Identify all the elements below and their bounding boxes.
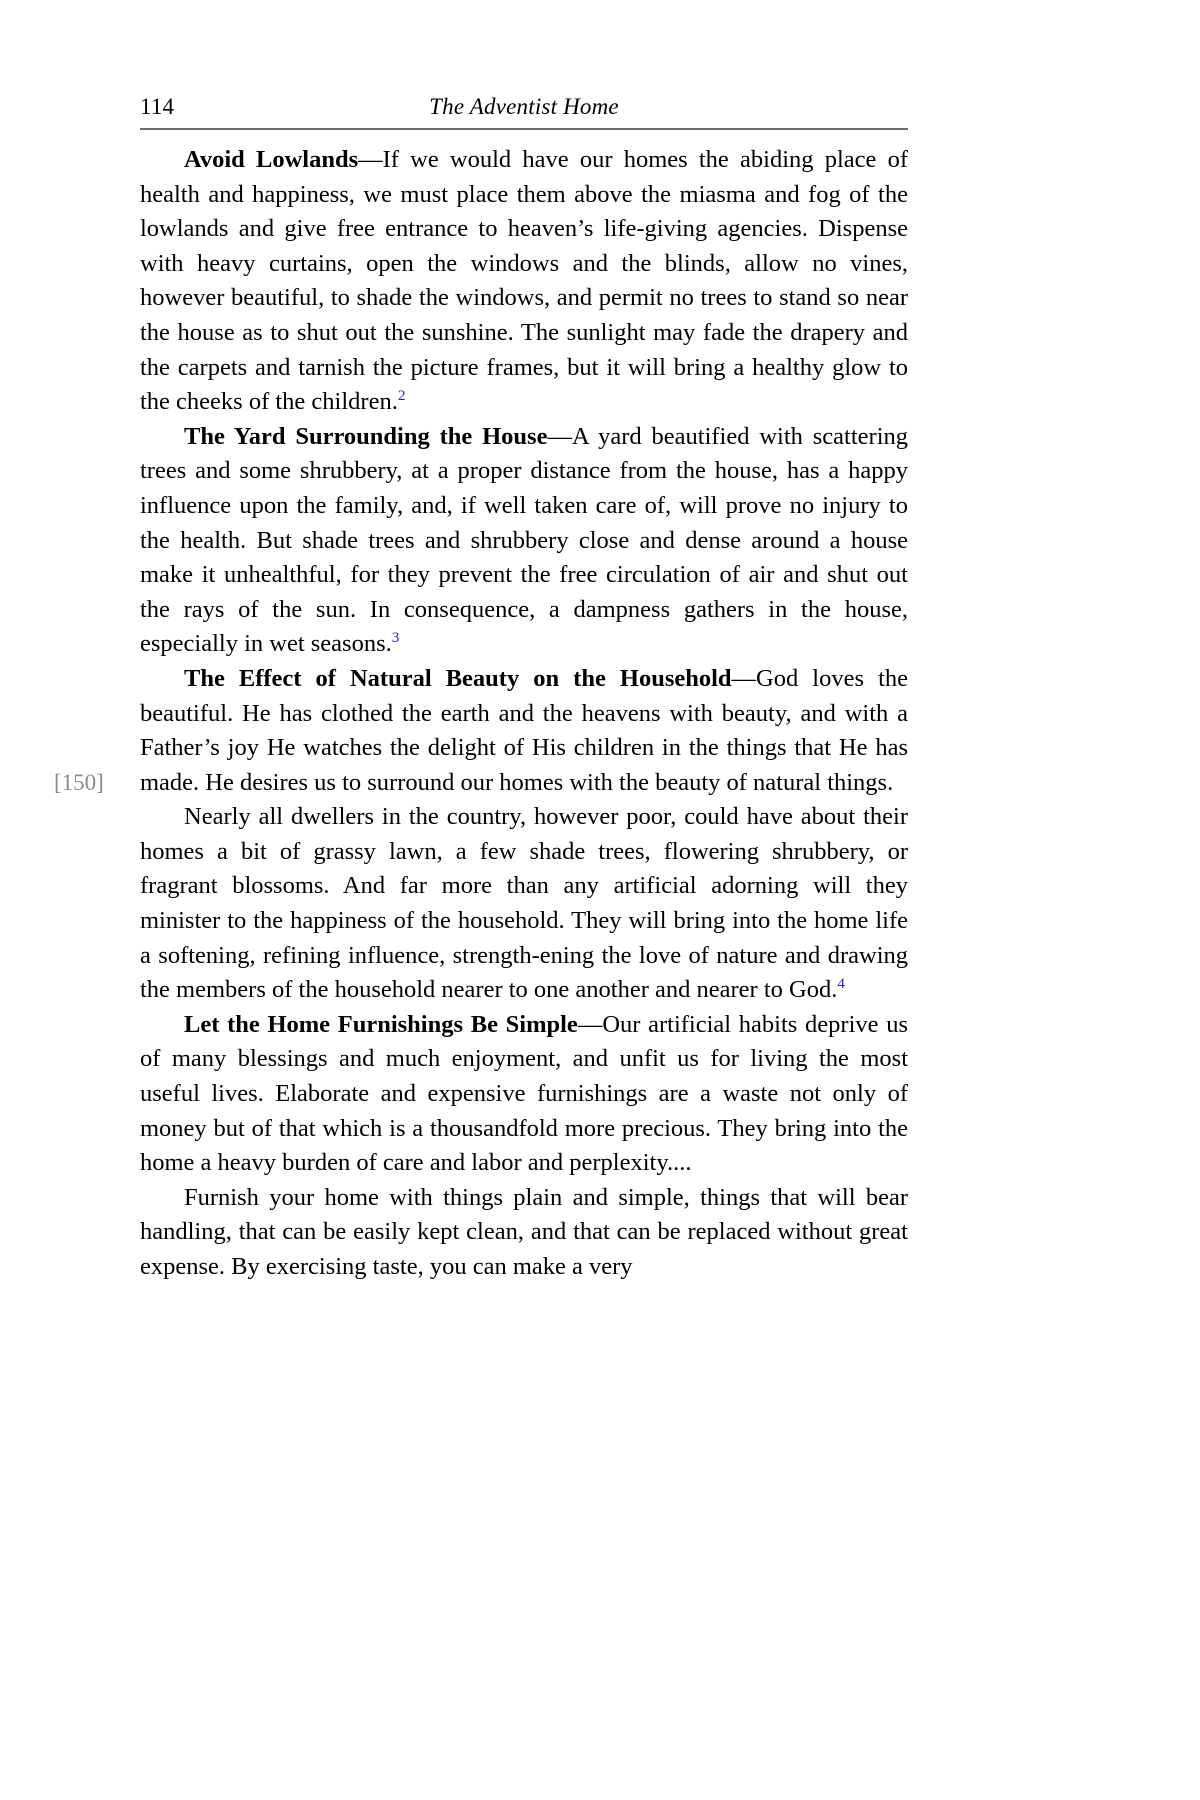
paragraph-body: A yard beautified with scattering trees and some shrubbery, at a proper distance from the house, has a happy influence upon the family, and, if well taken care of, will prove no injury to the health. But shade trees and shrubbery close and dense around a house make it unhealthful, for they prevent the free circulation of air and shut out the rays of the sun. In consequence, a dampness gathers in the house, especially in wet seasons. (140, 422, 908, 658)
em-dash: — (358, 146, 383, 173)
em-dash: — (731, 664, 757, 692)
paragraph-body: Our artificial habits deprive us of many blessings and much enjoyment, and unfit us for living the most useful lives. Elaborate and expensive furnishings are a waste not only of money but of that which is a thousandfold more precious. They bring into the home a heavy burden of care and labor and perplexity.... (140, 1010, 908, 1177)
footnote-ref-2[interactable]: 2 (397, 387, 406, 404)
footnote-ref-4[interactable]: 4 (837, 975, 845, 993)
em-dash: — (577, 1010, 603, 1038)
paragraph-body: God loves the beautiful. He has clothed the earth and the heavens with beauty, and with a Father’s joy He watches the delight of His children in the things that He has made. He desires us to surround our homes with the beauty of natural things. (140, 664, 908, 796)
paragraph-yard-surrounding-the-house (140, 420, 908, 662)
runin-heading-avoid-lowlands: Avoid Lowlands (184, 146, 359, 173)
paragraph-home-furnishings-be-simple (140, 1008, 908, 1181)
body-text-column (140, 143, 908, 1285)
runin-heading-yard-surrounding-the-house: The Yard Surrounding the House (184, 422, 548, 450)
book-title: The Adventist Home (429, 94, 619, 119)
page-number: 114 (140, 94, 175, 119)
paragraph-nearly-all-dwellers (140, 800, 908, 1008)
em-dash: — (547, 422, 572, 450)
paragraph-body: Nearly all dwellers in the country, however poor, could have about their homes a bit of grassy lawn, a few shade trees, flowering shrubbery, or fragrant blossoms. And far more than any artificial adorning will they minister to the happiness of the household. They will bring into the home life a softening, refining influence, strength-ening the love of nature and drawing the members of the household nearer to one another and nearer to God. (140, 803, 908, 1004)
paragraph-furnish-your-home (140, 1181, 908, 1285)
footnote-ref-3[interactable]: 3 (391, 629, 400, 647)
paragraph-effect-of-natural-beauty (140, 662, 908, 800)
paragraph-avoid-lowlands (140, 143, 908, 420)
margin-page-marker: [150] (54, 770, 104, 795)
running-head (140, 92, 908, 126)
runin-heading-home-furnishings-be-simple: Let the Home Furnishings Be Simple (184, 1010, 578, 1038)
runin-heading-effect-of-natural-beauty: The Effect of Natural Beauty on the Household (184, 664, 732, 692)
paragraph-body: Furnish your home with things plain and simple, things that will bear handling, that can be easily kept clean, and that can be replaced without great expense. By exercising taste, you can make a very (140, 1183, 908, 1280)
paragraph-body: If we would have our homes the abiding place of health and happiness, we must place them above the miasma and fog of the lowlands and give free entrance to heaven’s life-giving agencies. Dispense with heavy curtains, open the windows and the blinds, allow no vines, however beautiful, to shade the windows, and permit no trees to stand so near the house as to shut out the sunshine. The sunlight may fade the drapery and the carpets and tarnish the picture frames, but it will bring a healthy glow to the cheeks of the children. (140, 146, 908, 416)
header-rule (140, 128, 908, 130)
